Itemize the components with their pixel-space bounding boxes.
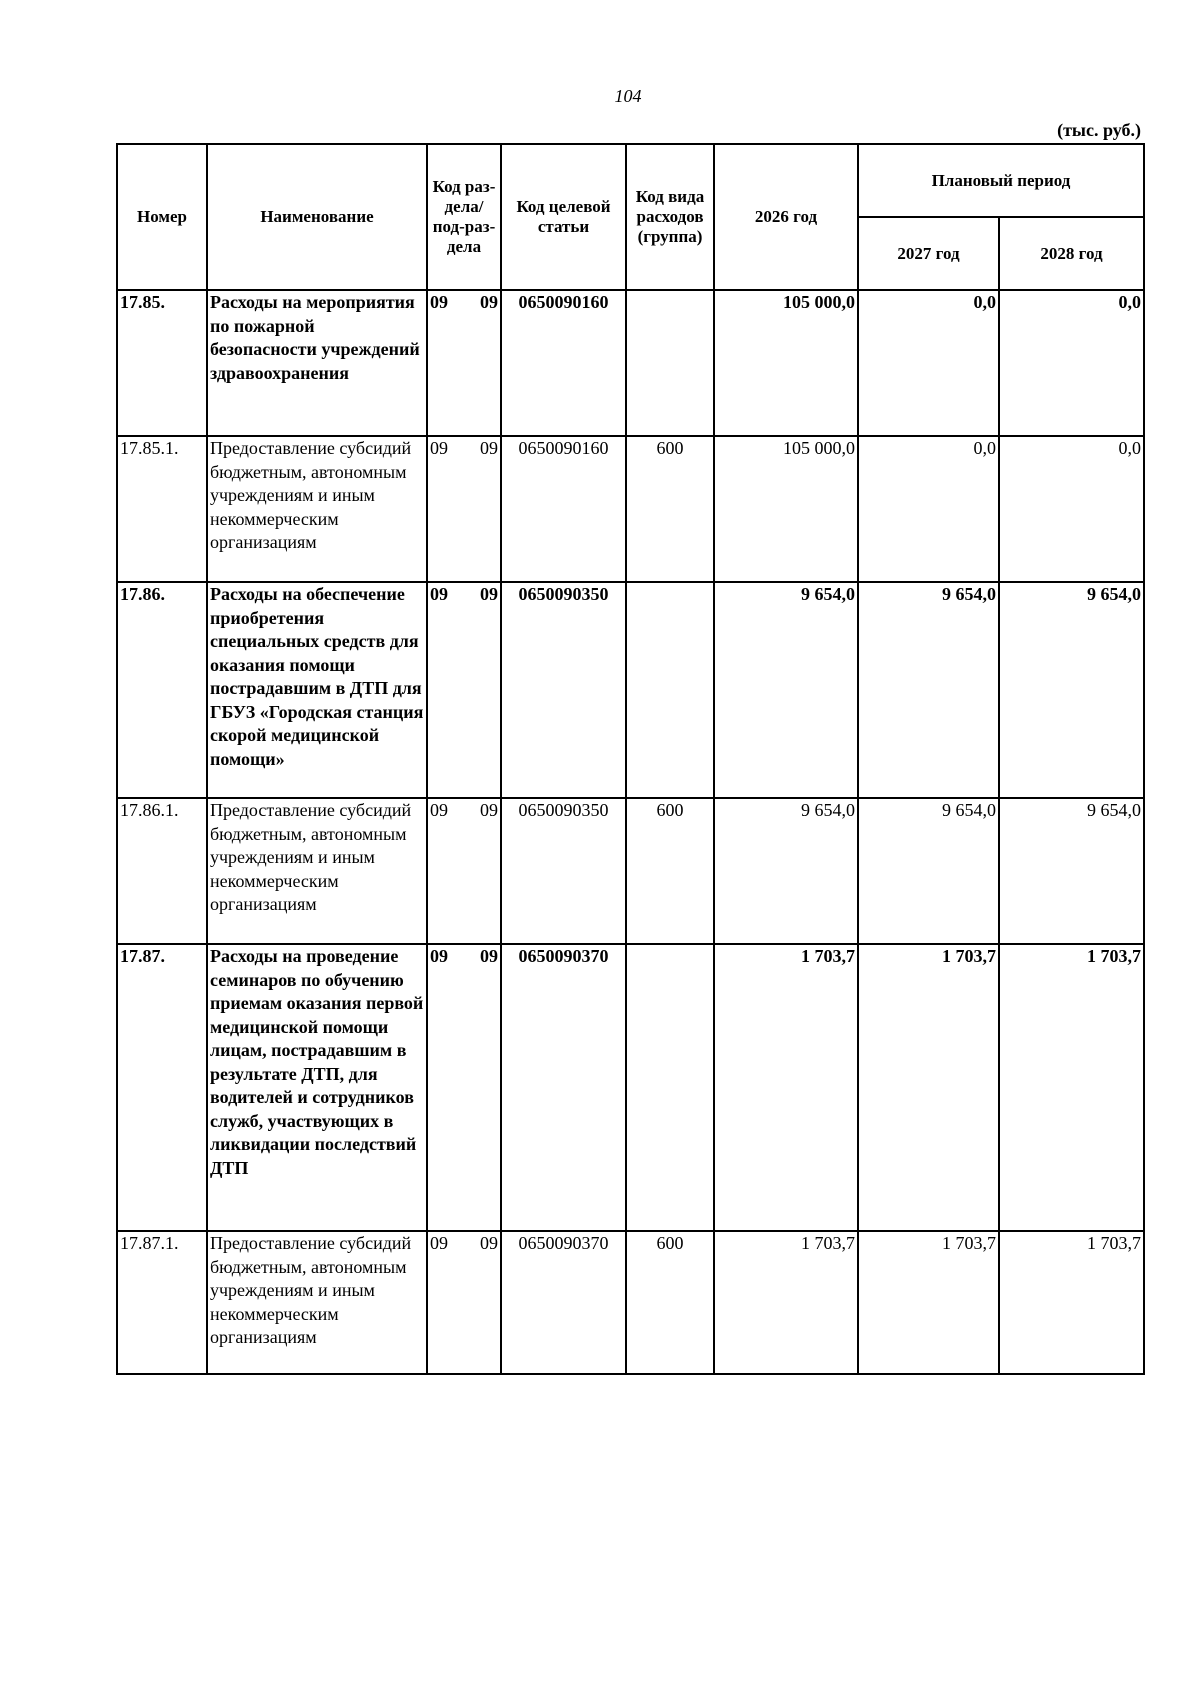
row-section-code <box>427 944 501 1231</box>
table-row <box>117 1231 1144 1374</box>
row-value-2026: 9 654,0 <box>714 582 858 798</box>
subsection-code: 09 <box>480 292 498 312</box>
row-value-2026: 1 703,7 <box>714 1231 858 1374</box>
row-section-code <box>427 436 501 582</box>
row-number: 17.85.1. <box>117 436 207 582</box>
budget-table <box>116 143 1145 1375</box>
header-year-2026: 2026 год <box>714 144 858 290</box>
row-section-code <box>427 582 501 798</box>
row-expense-type <box>626 582 714 798</box>
section-code: 09 <box>430 800 448 820</box>
row-number: 17.87.1. <box>117 1231 207 1374</box>
row-target-code: 0650090370 <box>501 1231 626 1374</box>
row-value-2027: 1 703,7 <box>858 944 999 1231</box>
row-expense-type: 600 <box>626 1231 714 1374</box>
row-number: 17.87. <box>117 944 207 1231</box>
row-section-code <box>427 1231 501 1374</box>
header-number: Номер <box>117 144 207 290</box>
row-value-2026: 105 000,0 <box>714 436 858 582</box>
subsection-code: 09 <box>480 438 498 458</box>
header-name: Наименование <box>207 144 427 290</box>
row-target-code: 0650090350 <box>501 798 626 944</box>
section-code: 09 <box>430 1233 448 1253</box>
row-value-2028: 1 703,7 <box>999 944 1144 1231</box>
section-code: 09 <box>430 946 448 966</box>
row-expense-type: 600 <box>626 798 714 944</box>
row-target-code: 0650090160 <box>501 290 626 436</box>
row-value-2027: 1 703,7 <box>858 1231 999 1374</box>
row-name: Расходы на проведение семинаров по обучению приемам оказания первой медицинской помощи лицам, пострадавшим в результате ДТП, для водителей и сотрудников служб, участвующих в ликвидации последствий ДТП <box>207 944 427 1231</box>
table-row <box>117 798 1144 944</box>
section-code: 09 <box>430 584 448 604</box>
subsection-code: 09 <box>480 584 498 604</box>
row-name: Предоставление субсидий бюджетным, автономным учреждениям и иным некоммерческим организациям <box>207 798 427 944</box>
row-expense-type <box>626 944 714 1231</box>
row-name: Расходы на обеспечение приобретения специальных средств для оказания помощи пострадавшим в ДТП для ГБУЗ «Городская станция скорой медицинской помощи» <box>207 582 427 798</box>
subsection-code: 09 <box>480 946 498 966</box>
row-number: 17.85. <box>117 290 207 436</box>
row-expense-type: 600 <box>626 436 714 582</box>
row-name: Предоставление субсидий бюджетным, автономным учреждениям и иным некоммерческим организациям <box>207 1231 427 1374</box>
subsection-code: 09 <box>480 800 498 820</box>
row-value-2028: 0,0 <box>999 290 1144 436</box>
row-value-2027: 9 654,0 <box>858 798 999 944</box>
page-number: 104 <box>614 86 642 106</box>
header-year-2027: 2027 год <box>858 217 999 290</box>
row-value-2028: 1 703,7 <box>999 1231 1144 1374</box>
header-planned-period: Плановый период <box>858 144 1144 217</box>
subsection-code: 09 <box>480 1233 498 1253</box>
row-value-2028: 9 654,0 <box>999 798 1144 944</box>
row-value-2026: 105 000,0 <box>714 290 858 436</box>
table-row <box>117 436 1144 582</box>
table-row <box>117 290 1144 436</box>
header-section: Код раз-дела/ под-раз-дела <box>427 144 501 290</box>
row-number: 17.86.1. <box>117 798 207 944</box>
row-target-code: 0650090160 <box>501 436 626 582</box>
header-expense-type: Код вида расходов (группа) <box>626 144 714 290</box>
row-value-2027: 9 654,0 <box>858 582 999 798</box>
row-value-2026: 9 654,0 <box>714 798 858 944</box>
row-name: Предоставление субсидий бюджетным, автономным учреждениям и иным некоммерческим организациям <box>207 436 427 582</box>
row-expense-type <box>626 290 714 436</box>
row-value-2028: 0,0 <box>999 436 1144 582</box>
row-section-code <box>427 798 501 944</box>
row-value-2027: 0,0 <box>858 436 999 582</box>
row-value-2027: 0,0 <box>858 290 999 436</box>
section-code: 09 <box>430 292 448 312</box>
table-row <box>117 944 1144 1231</box>
units-label: (тыс. руб.) <box>1057 120 1141 140</box>
row-number: 17.86. <box>117 582 207 798</box>
row-target-code: 0650090350 <box>501 582 626 798</box>
row-value-2028: 9 654,0 <box>999 582 1144 798</box>
row-value-2026: 1 703,7 <box>714 944 858 1231</box>
row-name: Расходы на мероприятия по пожарной безопасности учреждений здравоохранения <box>207 290 427 436</box>
row-target-code: 0650090370 <box>501 944 626 1231</box>
row-section-code <box>427 290 501 436</box>
header-year-2028: 2028 год <box>999 217 1144 290</box>
header-target: Код целевой статьи <box>501 144 626 290</box>
section-code: 09 <box>430 438 448 458</box>
table-row <box>117 582 1144 798</box>
